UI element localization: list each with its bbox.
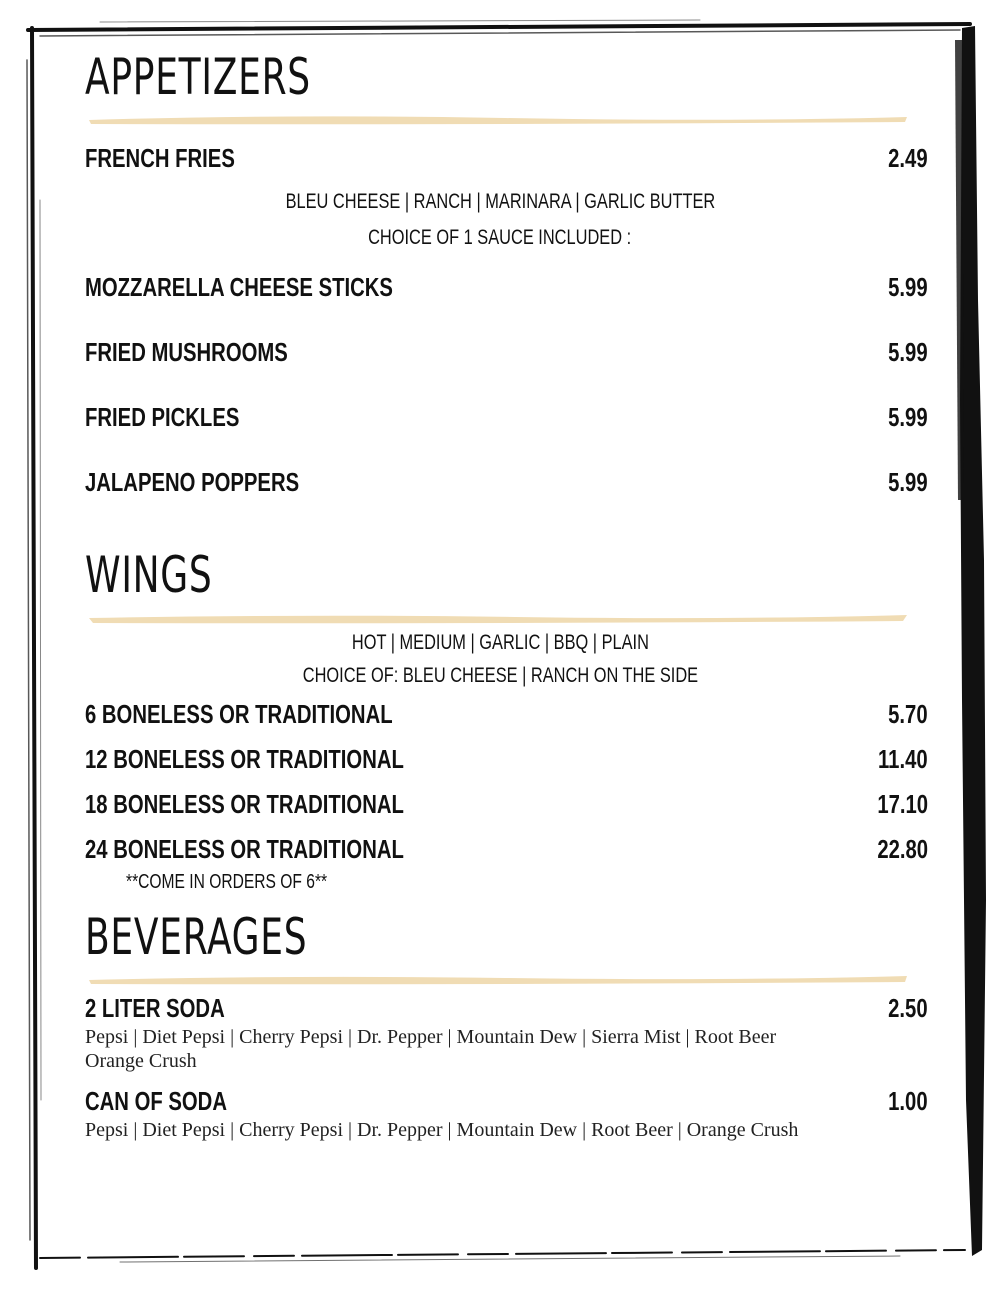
beverages-underline [85, 972, 910, 986]
wing-flavors: HOT | MEDIUM | GARLIC | BBQ | PLAIN [351, 631, 649, 654]
can-soda-flavors: Pepsi | Diet Pepsi | Cherry Pepsi | Dr. Pepper | Mountain Dew | Root Beer | Orange Crush [85, 1119, 799, 1141]
item-name-jalapeno-poppers: JALAPENO POPPERS [85, 467, 300, 497]
item-name-6-wings: 6 BONELESS OR TRADITIONAL [85, 699, 393, 729]
item-price-24-wings: 22.80 [877, 834, 928, 864]
item-name-2-liter-soda: 2 LITER SODA [85, 993, 225, 1023]
appetizers-heading: APPETIZERS [85, 48, 311, 106]
wings-underline [85, 611, 910, 625]
sauce-note: CHOICE OF 1 SAUCE INCLUDED : [368, 226, 632, 249]
item-price-mozzarella-sticks: 5.99 [888, 272, 928, 302]
sauce-options: BLEU CHEESE | RANCH | MARINARA | GARLIC BUTTER [285, 190, 715, 213]
item-name-fried-mushrooms: FRIED MUSHROOMS [85, 337, 288, 367]
beverages-heading: BEVERAGES [85, 908, 308, 966]
item-price-french-fries: 2.49 [888, 143, 928, 173]
item-name-24-wings: 24 BONELESS OR TRADITIONAL [85, 834, 404, 864]
wing-dressing-note: CHOICE OF: BLEU CHEESE | RANCH ON THE SIDE [302, 664, 698, 687]
item-price-can-of-soda: 1.00 [888, 1086, 928, 1116]
item-price-18-wings: 17.10 [877, 789, 928, 819]
item-name-french-fries: FRENCH FRIES [85, 143, 235, 173]
2-liter-flavors-line-2: Orange Crush [85, 1050, 197, 1072]
2-liter-flavors-line-1: Pepsi | Diet Pepsi | Cherry Pepsi | Dr. Pepper | Mountain Dew | Sierra Mist | Root Beer [85, 1026, 777, 1048]
item-name-mozzarella-sticks: MOZZARELLA CHEESE STICKS [85, 272, 393, 302]
item-name-can-of-soda: CAN OF SODA [85, 1086, 227, 1116]
appetizers-underline [85, 112, 910, 126]
item-price-12-wings: 11.40 [878, 744, 928, 774]
item-price-jalapeno-poppers: 5.99 [888, 467, 928, 497]
item-name-12-wings: 12 BONELESS OR TRADITIONAL [85, 744, 404, 774]
wings-heading: WINGS [85, 546, 213, 604]
wings-orders-note: **COME IN ORDERS OF 6** [126, 871, 328, 893]
item-name-18-wings: 18 BONELESS OR TRADITIONAL [85, 789, 404, 819]
item-price-6-wings: 5.70 [888, 699, 928, 729]
item-name-fried-pickles: FRIED PICKLES [85, 402, 240, 432]
item-price-2-liter-soda: 2.50 [888, 993, 928, 1023]
item-price-fried-mushrooms: 5.99 [888, 337, 928, 367]
item-price-fried-pickles: 5.99 [888, 402, 928, 432]
